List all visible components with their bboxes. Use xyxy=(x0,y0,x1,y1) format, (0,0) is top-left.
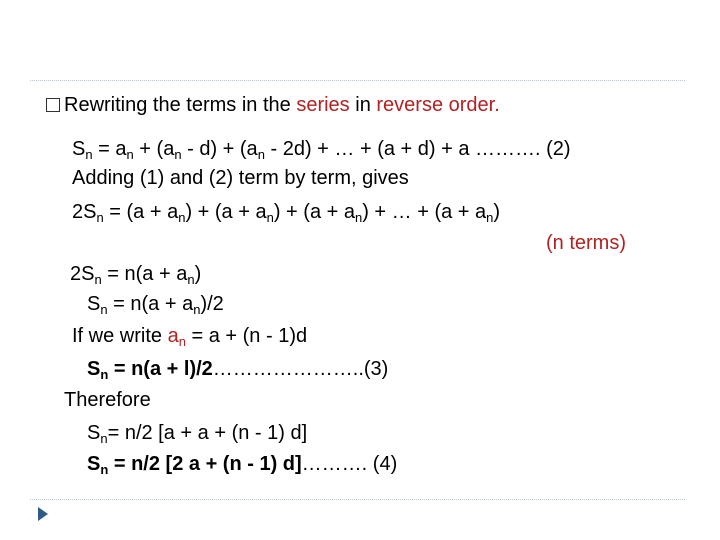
equation-2sn: $2S_n = n(a + a_n)$ xyxy=(70,263,202,287)
top-divider xyxy=(30,80,685,81)
line-if-we-write: If we write $a_n = a + (n - 1)d$ xyxy=(72,325,308,349)
line-adding: Adding (1) and (2) term by term, gives xyxy=(72,167,409,189)
equation-4: $S_n = n/2$ [2 a + (n - 1) d]………. (4) xyxy=(87,453,398,477)
line-rewriting: Rewriting the terms in the series in reverse order. xyxy=(46,93,500,117)
equation-sn-expanded: $S_n= n/2$ [a + a + (n - 1) d] xyxy=(87,422,308,446)
bullet-icon xyxy=(46,98,60,112)
n-terms-note: (n terms) xyxy=(546,232,626,254)
next-arrow-icon[interactable] xyxy=(38,507,48,521)
equation-sn-half: $S_n = n(a + a_n)/2$ xyxy=(87,293,224,317)
equation-2sn-sum: $2S_n = (a + a_n) + (a + a_n) + (a + a_n)$ + … + $(a + a_n)$ xyxy=(72,201,501,225)
equation-sn-reverse: $S_n = a_n + (a_n - d) + (a_n - 2d)$ + … + (a + d) + a ………. (2) xyxy=(72,138,571,162)
line-therefore: Therefore xyxy=(64,389,151,411)
equation-3: $S_n = n(a$ + l)/2…………………..(3) xyxy=(87,358,389,382)
bottom-divider xyxy=(30,499,685,500)
